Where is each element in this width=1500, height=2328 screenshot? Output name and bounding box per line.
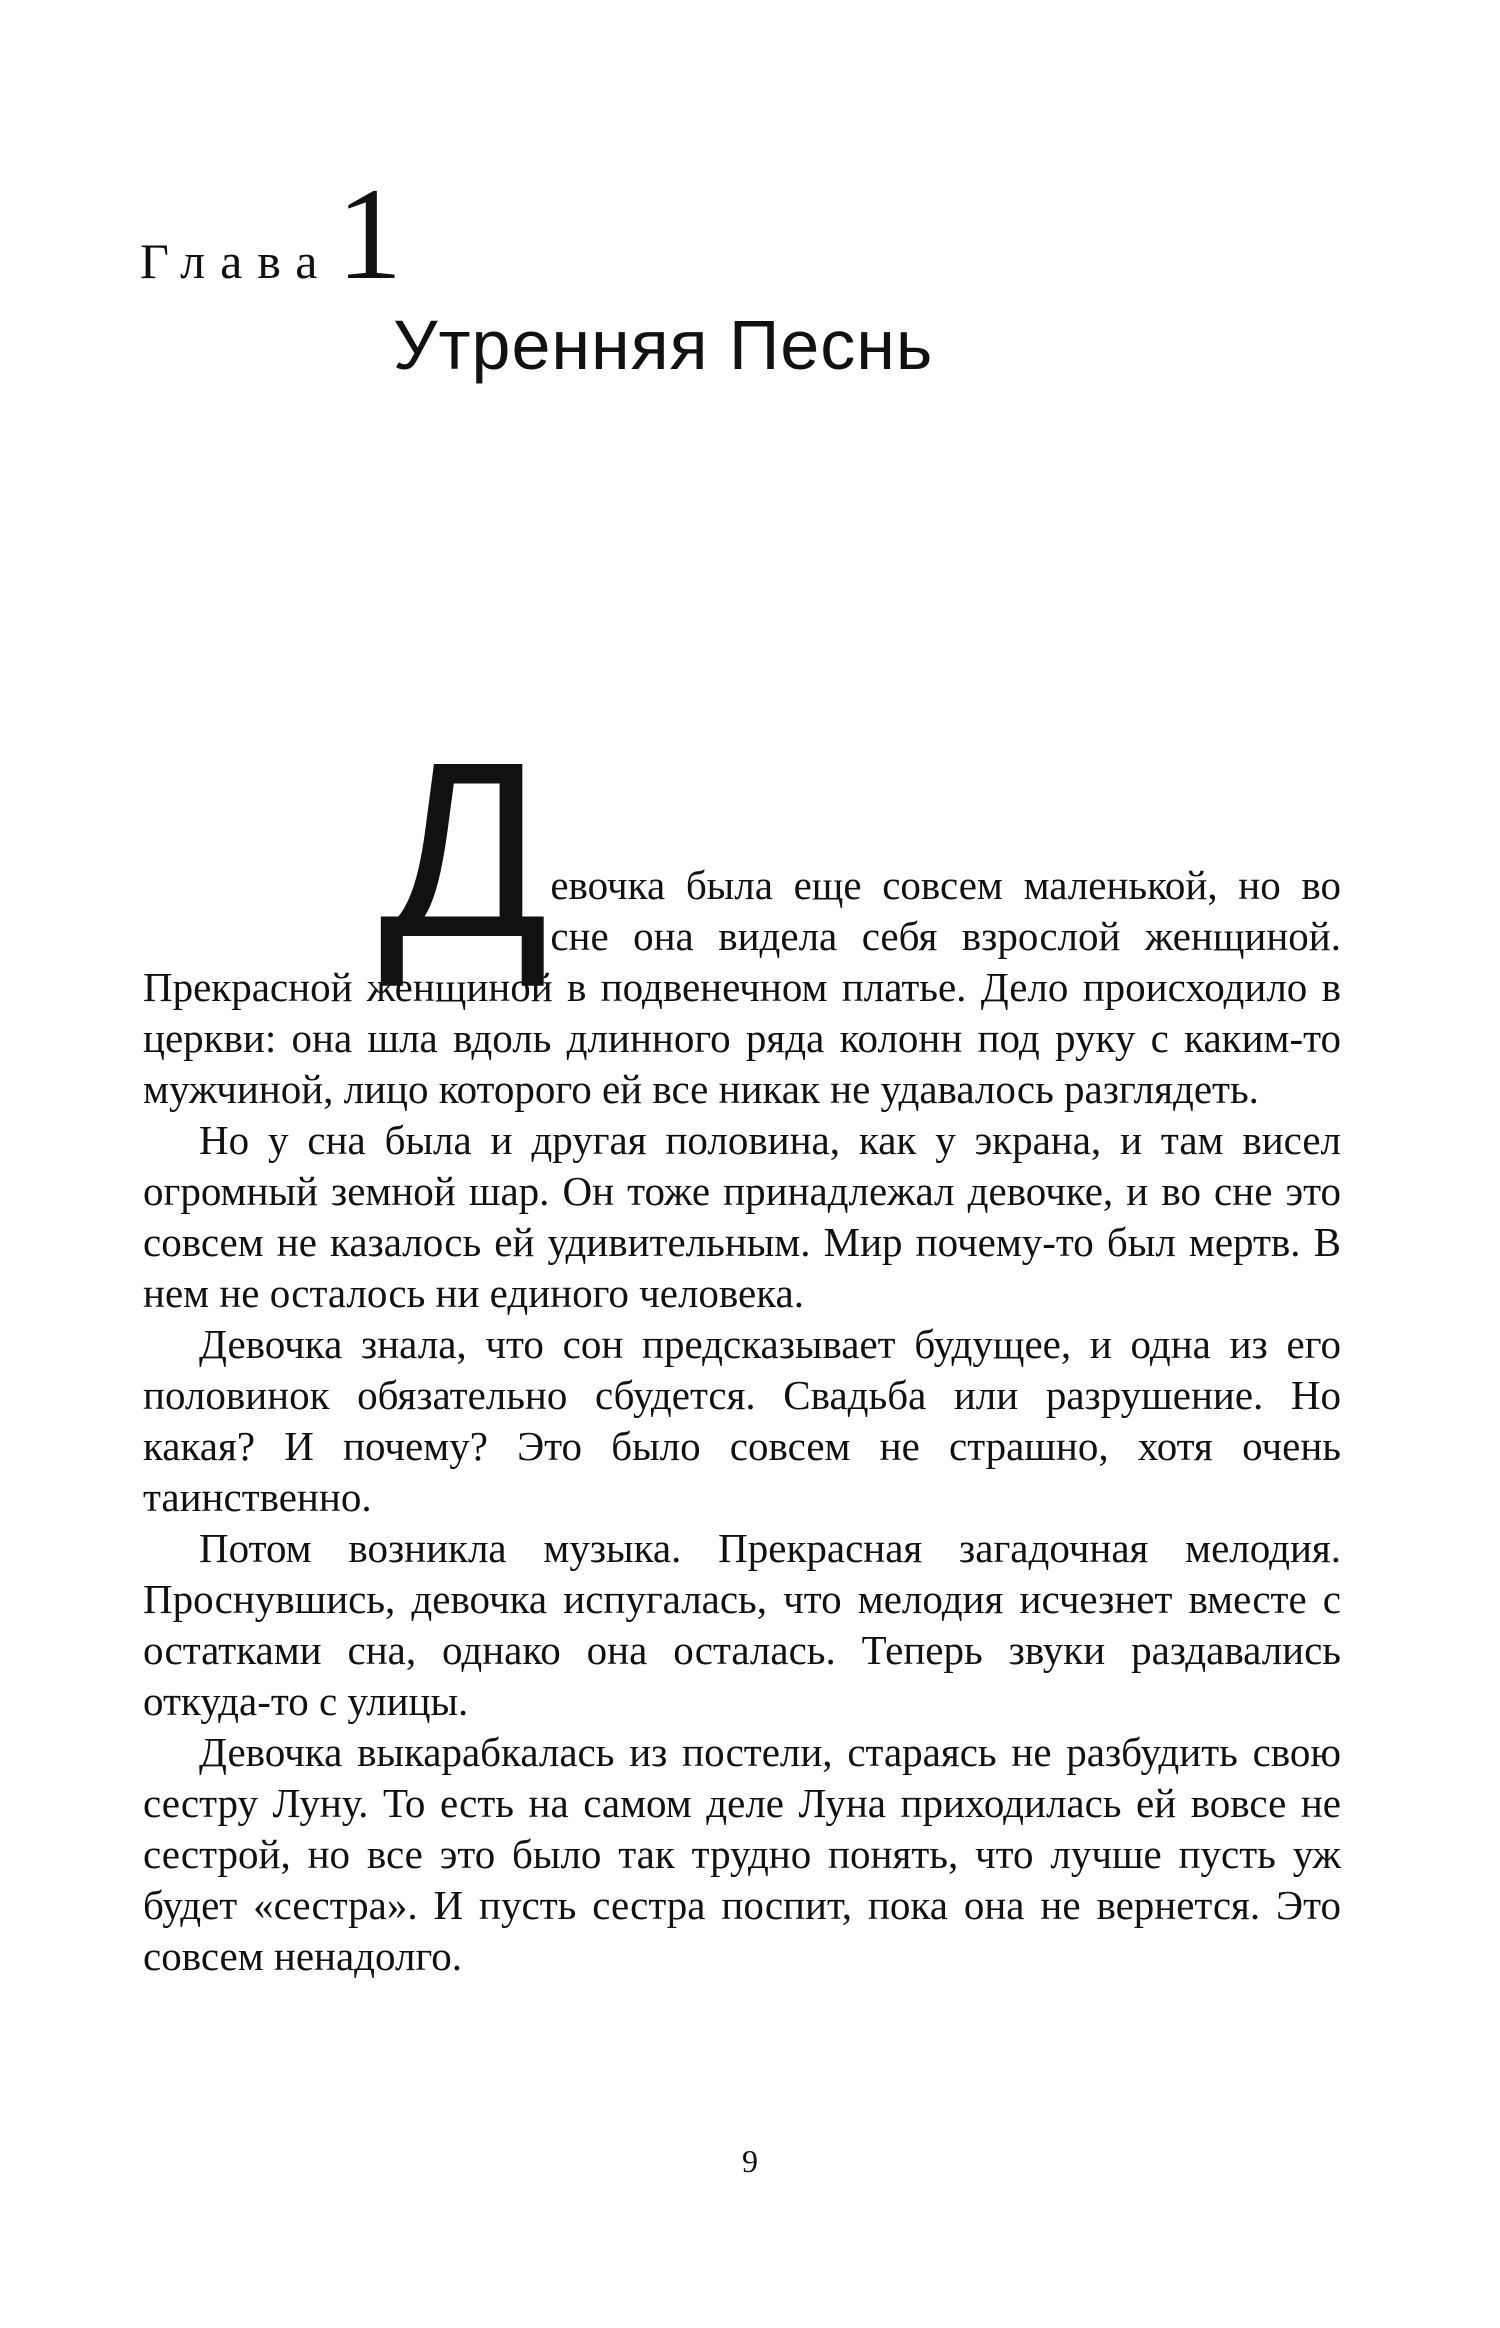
chapter-label: Глава <box>140 233 333 289</box>
paragraph <box>143 710 1341 1115</box>
page-number: 9 <box>742 2143 758 2179</box>
chapter-number: 1 <box>336 160 403 307</box>
paragraph-text: евочка была еще совсем маленькой, но во сне она видела себя взрослой женщиной. Прекрасной женщиной в подвенечном платье. Дело происходило в церкви: она шла вдоль длинного ряда колонн под руку с каким-то мужчиной, лицо которого ей все никак не удавалось разглядеть. <box>143 862 1341 1112</box>
drop-cap: Д <box>379 710 547 989</box>
paragraph: Потом возникла музыка. Прекрасная загадочная мелодия. Проснувшись, девочка испугалась, что мелодия исчезнет вместе с остатками сна, однако она осталась. Теперь звуки раздавались откуда-то с улицы. <box>143 1525 1341 1724</box>
paragraph: Но у сна была и другая половина, как у экрана, и там висел огромный земной шар. Он тоже принадлежал девочке, и во сне это совсем не казалось ей удивительным. Мир почему-то был мертв. В нем не осталось ни единого человека. <box>143 1117 1341 1316</box>
chapter-title: Утренняя Песнь <box>393 306 934 384</box>
paragraph: Девочка знала, что сон предсказывает будущее, и одна из его половинок обязательно сбудется. Свадьба или разрушение. Но какая? И почему? Это было совсем не страшно, хотя очень таинственно. <box>143 1321 1341 1520</box>
chapter-heading <box>140 160 403 307</box>
paragraph: Девочка выкарабкалась из постели, стараясь не разбудить свою сестру Луну. То есть на самом деле Луна приходилась ей вовсе не сестрой, но все это было так трудно понять, что лучше пусть уж будет «сестра». И пусть сестра поспит, пока она не вернется. Это совсем ненадолго. <box>143 1729 1341 1979</box>
chapter-body <box>143 710 1341 1982</box>
